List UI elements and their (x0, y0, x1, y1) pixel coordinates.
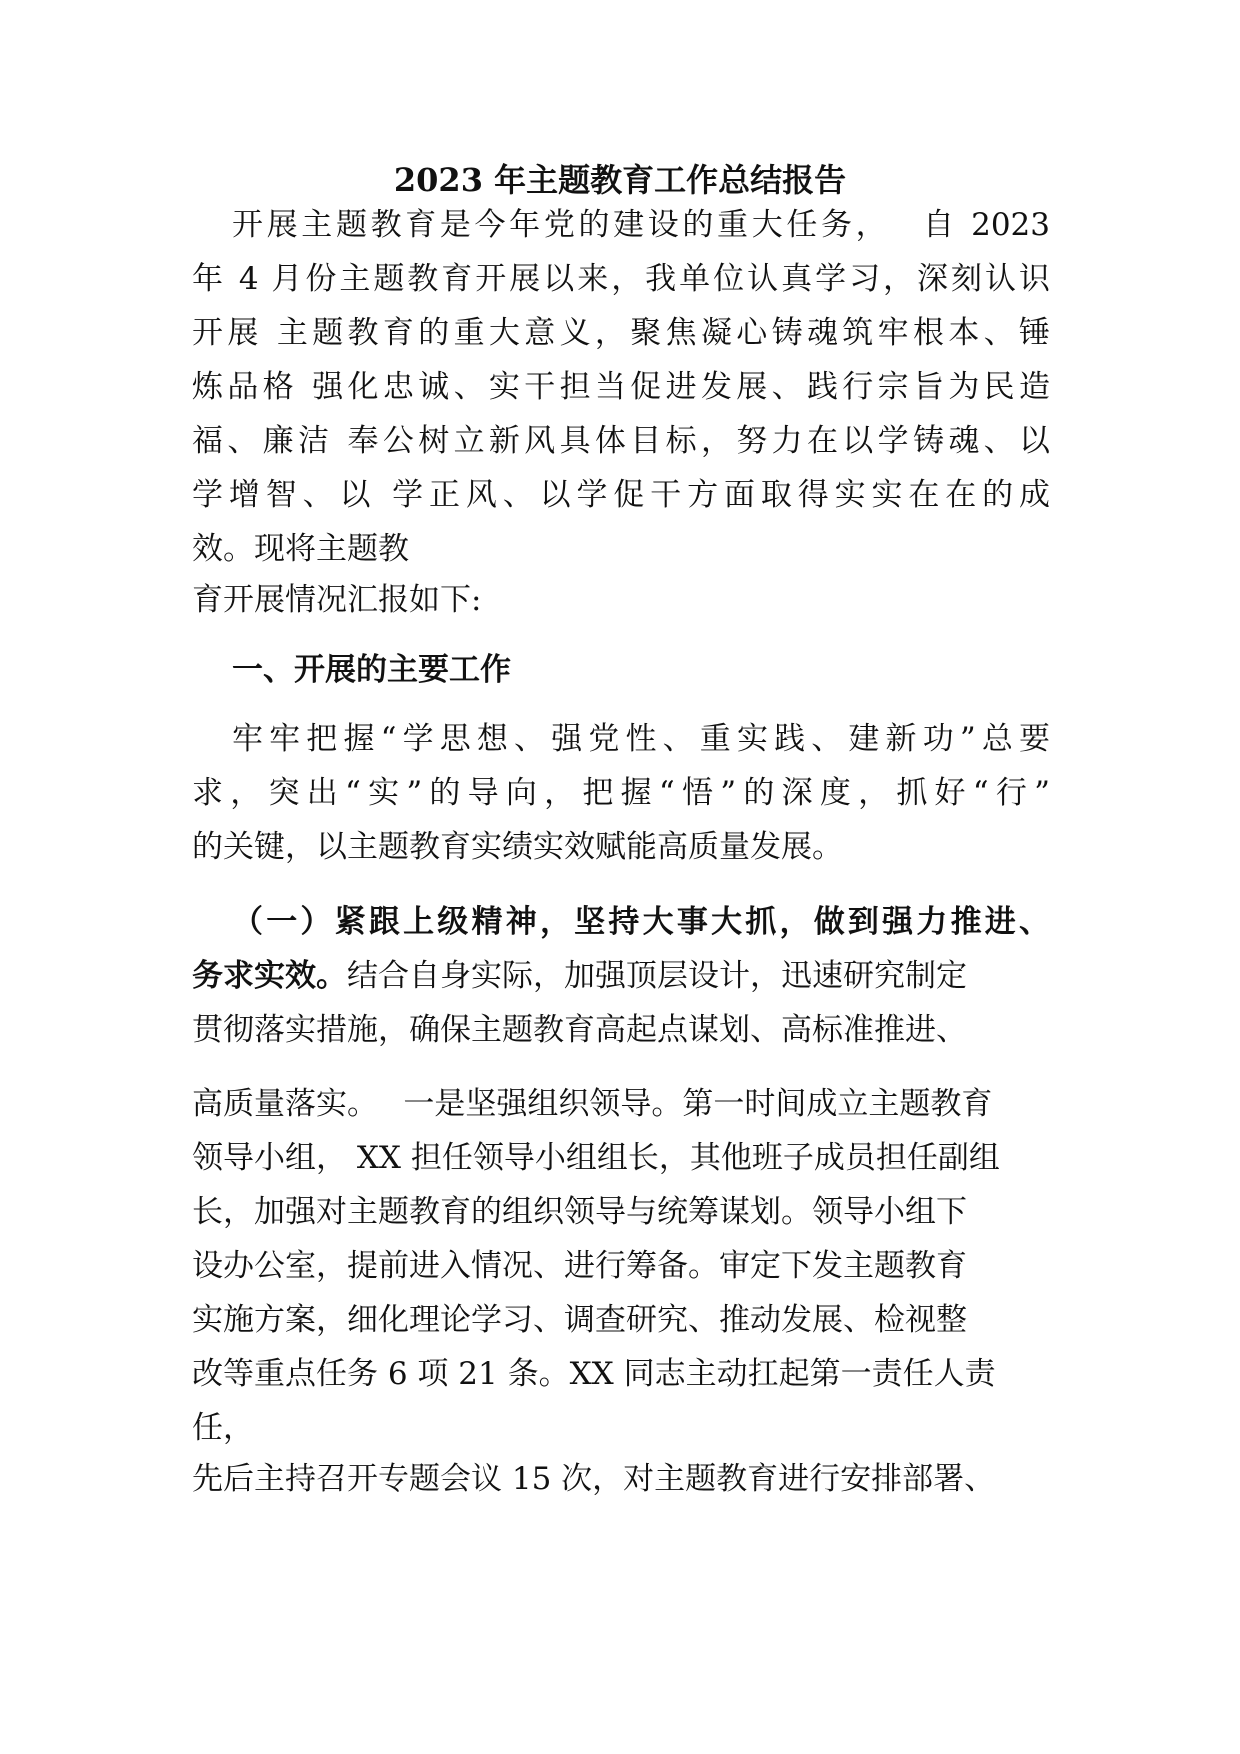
subsection-heading-end: 务求实效。 (192, 958, 347, 994)
paragraph-line: 领导小组， XX 担任领导小组组长，其他班子成员担任副组 (192, 1140, 1000, 1176)
paragraph-line: 贯彻落实措施，确保主题教育高起点谋划、高标准推进、 (192, 1012, 967, 1048)
paragraph-line: 高质量落实。 一是坚强组织领导。第一时间成立主题教育 (192, 1086, 993, 1122)
document-title: 2023 年主题教育工作总结报告 (393, 161, 847, 199)
paragraph-line: 学增智、以 学正风、以学促干方面取得实实在在的成 (192, 477, 1050, 513)
paragraph-line: 年 4 月份主题教育开展以来，我单位认真学习，深刻认识 (192, 261, 1050, 297)
subsection-heading: （一）紧跟上级精神，坚持大事大抓，做到强力推进、 (232, 904, 1050, 940)
paragraph-line: 效。现将主题教 (192, 531, 409, 567)
paragraph-line: 先后主持召开专题会议 15 次，对主题教育进行安排部署、 (192, 1461, 996, 1497)
paragraph-line: 育开展情况汇报如下: (192, 582, 482, 618)
paragraph-line: 长，加强对主题教育的组织领导与统筹谋划。领导小组下 (192, 1194, 967, 1230)
paragraph-line: 改等重点任务 6 项 21 条。XX 同志主动扛起第一责任人责 (192, 1356, 996, 1392)
paragraph-line: 牢牢把握“学思想、强党性、重实践、建新功”总要 (232, 721, 1050, 757)
paragraph-line: 炼品格 强化忠诚、实干担当促进发展、践行宗旨为民造 (192, 369, 1050, 405)
paragraph-line: 求，突出“实”的导向，把握“悟”的深度，抓好“行” (192, 775, 1050, 811)
paragraph-line: 设办公室，提前进入情况、进行筹备。审定下发主题教育 (192, 1248, 967, 1284)
paragraph-line: 实施方案，细化理论学习、调查研究、推动发展、检视整 (192, 1302, 967, 1338)
paragraph-line: 开展主题教育是今年党的建设的重大任务， 自 2023 (232, 207, 1050, 243)
paragraph-line: 福、廉洁 奉公树立新风具体目标，努力在以学铸魂、以 (192, 423, 1050, 459)
paragraph-line: 任， (192, 1410, 254, 1446)
paragraph-text: 结合自身实际，加强顶层设计，迅速研究制定 (347, 958, 967, 994)
paragraph-line: 的关键，以主题教育实绩实效赋能高质量发展。 (192, 829, 843, 865)
paragraph-line: 开展 主题教育的重大意义，聚焦凝心铸魂筑牢根本、锤 (192, 315, 1050, 351)
section-heading: 一、开展的主要工作 (232, 652, 511, 688)
paragraph-line-mixed (192, 956, 967, 996)
